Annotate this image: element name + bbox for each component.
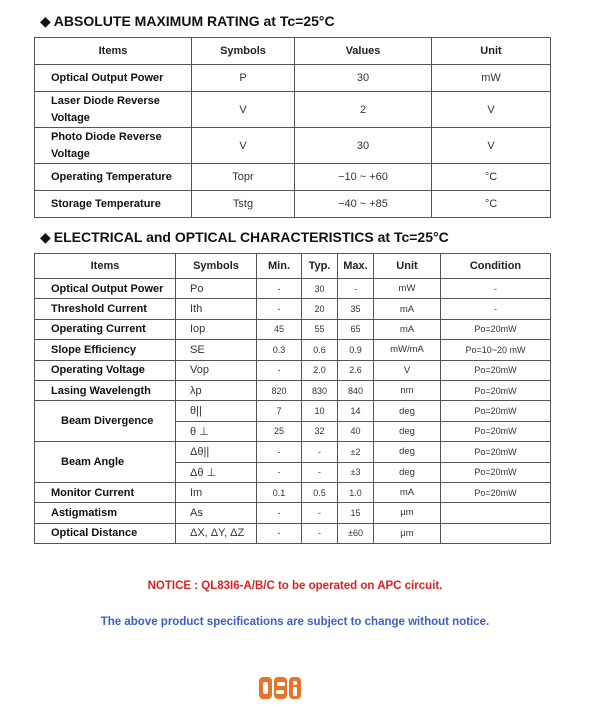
header-min: Min.	[257, 254, 302, 279]
row-symbol: Δθ ⊥	[176, 462, 257, 482]
row-unit: mW	[432, 65, 551, 92]
row-symbol: θ ⊥	[176, 421, 257, 441]
row-max: ±60	[338, 523, 374, 543]
row-typ: 20	[302, 299, 338, 319]
row-max: 0.9	[338, 340, 374, 360]
section1-title: ABSOLUTE MAXIMUM RATING at Tc=25°C	[53, 13, 335, 29]
row-unit: V	[432, 92, 551, 128]
row-condition	[441, 523, 551, 543]
row-min: 0.3	[257, 340, 302, 360]
table-row	[35, 299, 551, 319]
row-typ: 0.5	[302, 482, 338, 502]
electrical-optical-characteristics-table	[34, 253, 551, 544]
row-min: 25	[257, 421, 302, 441]
row-condition: Po=20mW	[441, 421, 551, 441]
row-item: Threshold Current	[35, 299, 176, 319]
table-row	[35, 92, 551, 128]
row-item: Optical Output Power	[35, 279, 176, 299]
header-unit: Unit	[374, 254, 441, 279]
row-item: Storage Temperature	[35, 191, 192, 218]
row-symbol: V	[192, 128, 295, 164]
table-row	[35, 380, 551, 400]
row-min: 7	[257, 401, 302, 421]
diamond-bullet-icon: ◆	[40, 229, 51, 245]
row-min: -	[257, 299, 302, 319]
row-condition: -	[441, 299, 551, 319]
section1-heading	[40, 13, 335, 30]
row-symbol: Tstg	[192, 191, 295, 218]
row-unit: deg	[374, 421, 441, 441]
row-symbol: Vop	[176, 360, 257, 380]
row-min: 45	[257, 319, 302, 339]
absolute-maximum-rating-table	[34, 37, 551, 218]
table-row	[35, 503, 551, 523]
row-max: 1.0	[338, 482, 374, 502]
diamond-bullet-icon: ◆	[40, 13, 51, 29]
header-items: Items	[35, 254, 176, 279]
row-max: 15	[338, 503, 374, 523]
row-value: 2	[295, 92, 432, 128]
row-typ: 0.6	[302, 340, 338, 360]
table-row	[35, 164, 551, 191]
row-condition: Po=10~20 mW	[441, 340, 551, 360]
row-symbol: Δθ||	[176, 442, 257, 462]
row-min: 0.1	[257, 482, 302, 502]
row-min: -	[257, 503, 302, 523]
row-value: −40 ~ +85	[295, 191, 432, 218]
section2-title: ELECTRICAL and OPTICAL CHARACTERISTICS at Tc=25°C	[53, 229, 449, 245]
row-unit: mA	[374, 319, 441, 339]
row-condition: -	[441, 279, 551, 299]
row-item: Operating Temperature	[35, 164, 192, 191]
row-min: -	[257, 360, 302, 380]
row-typ: 830	[302, 380, 338, 400]
table-header-row	[35, 38, 551, 65]
row-symbol: Iop	[176, 319, 257, 339]
row-max: 40	[338, 421, 374, 441]
row-condition: Po=20mW	[441, 380, 551, 400]
row-item: Laser Diode Reverse Voltage	[35, 92, 192, 128]
row-unit: V	[432, 128, 551, 164]
row-condition	[441, 503, 551, 523]
row-max: ±3	[338, 462, 374, 482]
row-typ: 55	[302, 319, 338, 339]
table-body	[35, 279, 551, 544]
row-item: Optical Distance	[35, 523, 176, 543]
table-row	[35, 128, 551, 164]
company-logo-icon	[257, 673, 303, 703]
row-condition: Po=20mW	[441, 462, 551, 482]
row-item: Operating Current	[35, 319, 176, 339]
table-row	[35, 360, 551, 380]
row-typ: -	[302, 523, 338, 543]
row-value: 30	[295, 65, 432, 92]
table-row	[35, 279, 551, 299]
row-value: 30	[295, 128, 432, 164]
row-symbol: Im	[176, 482, 257, 502]
row-unit: °C	[432, 191, 551, 218]
header-symbols: Symbols	[192, 38, 295, 65]
table-row	[35, 401, 551, 421]
row-symbol: ΔX, ΔY, ΔZ	[176, 523, 257, 543]
row-max: -	[338, 279, 374, 299]
row-unit: V	[374, 360, 441, 380]
row-max: 35	[338, 299, 374, 319]
row-item: Beam Divergence	[35, 401, 176, 442]
row-unit: mA	[374, 482, 441, 502]
header-values: Values	[295, 38, 432, 65]
row-symbol: Po	[176, 279, 257, 299]
row-min: -	[257, 523, 302, 543]
row-unit: mW	[374, 279, 441, 299]
row-item: Beam Angle	[35, 442, 176, 483]
table-row	[35, 523, 551, 543]
row-item: Astigmatism	[35, 503, 176, 523]
row-item: Operating Voltage	[35, 360, 176, 380]
row-typ: -	[302, 503, 338, 523]
row-item: Monitor Current	[35, 482, 176, 502]
row-symbol: Ith	[176, 299, 257, 319]
row-symbol: As	[176, 503, 257, 523]
row-max: 14	[338, 401, 374, 421]
header-unit: Unit	[432, 38, 551, 65]
row-symbol: θ||	[176, 401, 257, 421]
disclaimer-text: The above product specifications are subject to change without notice.	[100, 616, 490, 628]
header-typ: Typ.	[302, 254, 338, 279]
table-row	[35, 482, 551, 502]
row-item: Photo Diode Reverse Voltage	[35, 128, 192, 164]
row-condition: Po=20mW	[441, 360, 551, 380]
row-unit: °C	[432, 164, 551, 191]
table-row	[35, 65, 551, 92]
row-value: −10 ~ +60	[295, 164, 432, 191]
row-max: ±2	[338, 442, 374, 462]
row-typ: 30	[302, 279, 338, 299]
row-min: -	[257, 279, 302, 299]
row-min: -	[257, 442, 302, 462]
row-max: 840	[338, 380, 374, 400]
row-typ: -	[302, 462, 338, 482]
row-symbol: P	[192, 65, 295, 92]
row-unit: deg	[374, 442, 441, 462]
row-item: Optical Output Power	[35, 65, 192, 92]
row-max: 2.6	[338, 360, 374, 380]
table-header-row	[35, 254, 551, 279]
row-unit: nm	[374, 380, 441, 400]
row-typ: 32	[302, 421, 338, 441]
row-item: Slope Efficiency	[35, 340, 176, 360]
row-unit: mW/mA	[374, 340, 441, 360]
row-typ: -	[302, 442, 338, 462]
row-typ: 10	[302, 401, 338, 421]
row-unit: μm	[374, 523, 441, 543]
header-condition: Condition	[441, 254, 551, 279]
row-condition: Po=20mW	[441, 319, 551, 339]
row-condition: Po=20mW	[441, 442, 551, 462]
row-unit: mA	[374, 299, 441, 319]
table-row	[35, 340, 551, 360]
table-row	[35, 319, 551, 339]
row-unit: μm	[374, 503, 441, 523]
header-max: Max.	[338, 254, 374, 279]
row-condition: Po=20mW	[441, 482, 551, 502]
table-row	[35, 442, 551, 462]
row-unit: deg	[374, 462, 441, 482]
row-symbol: SE	[176, 340, 257, 360]
table-row	[35, 191, 551, 218]
row-symbol: λp	[176, 380, 257, 400]
section2-heading	[40, 229, 449, 246]
row-typ: 2.0	[302, 360, 338, 380]
row-symbol: Topr	[192, 164, 295, 191]
row-unit: deg	[374, 401, 441, 421]
row-min: 820	[257, 380, 302, 400]
header-items: Items	[35, 38, 192, 65]
row-symbol: V	[192, 92, 295, 128]
notice-text: NOTICE : QL83I6-A/B/C to be operated on APC circuit.	[147, 580, 443, 592]
row-condition: Po=20mW	[441, 401, 551, 421]
row-max: 65	[338, 319, 374, 339]
row-item: Lasing Wavelength	[35, 380, 176, 400]
header-symbols: Symbols	[176, 254, 257, 279]
row-min: -	[257, 462, 302, 482]
